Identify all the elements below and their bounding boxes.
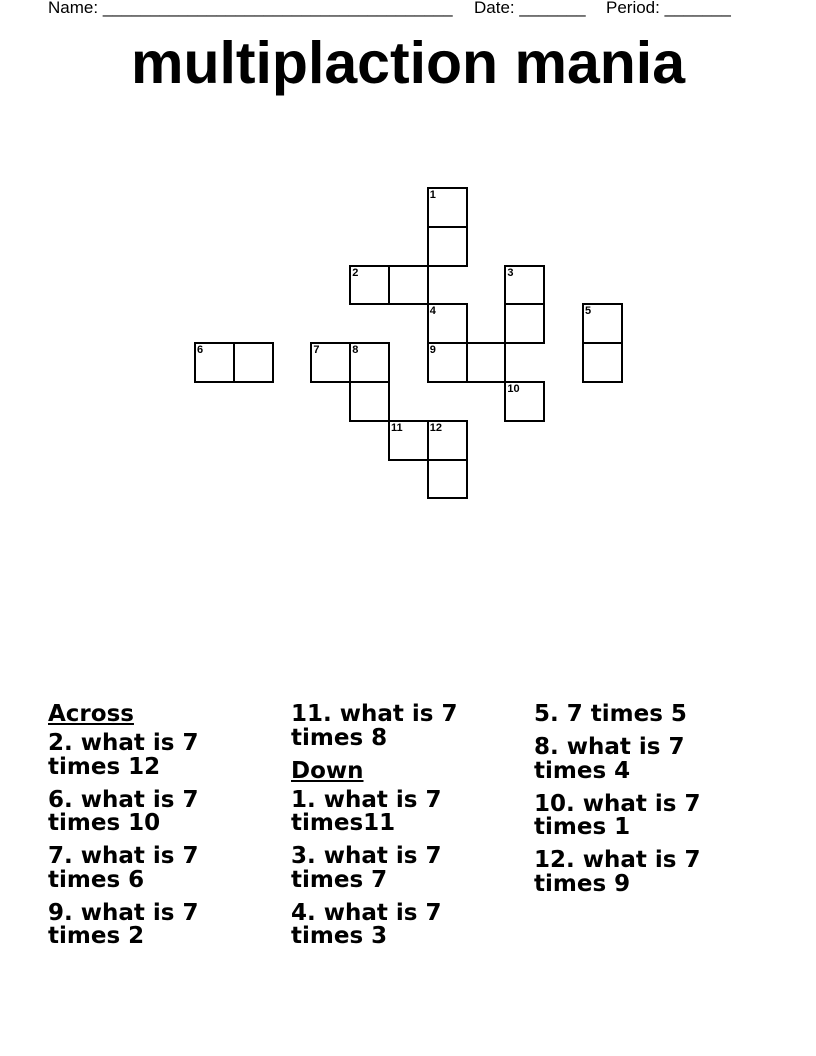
clue-text: what is 7 times 12 <box>48 730 199 780</box>
clue-down <box>291 899 501 949</box>
clue-text: what is 7 times 8 <box>291 701 458 751</box>
crossword-cell <box>349 342 390 383</box>
crossword-cell <box>427 226 468 267</box>
clue-down <box>534 790 744 840</box>
cell-number: 7 <box>313 344 320 357</box>
crossword-cell <box>427 187 468 228</box>
clue-number: 5. <box>534 701 559 727</box>
cell-number: 4 <box>429 305 436 318</box>
cell-number: 2 <box>352 266 359 279</box>
cell-number: 9 <box>429 344 436 357</box>
clue-across <box>48 786 258 836</box>
clue-text: what is 7 times 3 <box>291 899 442 949</box>
clue-number: 11. <box>291 701 332 727</box>
crossword-cell <box>427 342 468 383</box>
clue-column-1 <box>48 703 258 958</box>
crossword-cell <box>504 381 545 422</box>
cell-number: 1 <box>429 189 436 201</box>
clue-column-3 <box>534 703 744 906</box>
crossword-cell <box>388 420 429 461</box>
clue-number: 2. <box>48 730 73 756</box>
crossword-cell <box>427 420 468 461</box>
clue-number: 7. <box>48 843 73 869</box>
name-blank: _____________________________________ <box>102 0 453 17</box>
crossword-cell <box>427 459 468 500</box>
clue-text: what is 7 times 1 <box>534 790 701 840</box>
crossword-cell <box>504 303 545 344</box>
across-heading: Across <box>48 701 134 727</box>
cell-number: 3 <box>507 266 514 279</box>
clue-number: 9. <box>48 899 73 926</box>
down-heading: Down <box>291 757 364 784</box>
crossword-cell <box>388 265 429 306</box>
cell-number: 10 <box>507 383 520 395</box>
clue-number: 8. <box>534 734 559 760</box>
crossword-cell <box>233 342 274 383</box>
clue-number: 6. <box>48 786 73 813</box>
clue-text: what is 7 times 6 <box>48 843 199 893</box>
crossword-cell <box>427 303 468 344</box>
clue-across <box>48 899 258 949</box>
name-label: Name: <box>48 0 99 17</box>
date-label: Date: <box>474 0 515 17</box>
clue-number: 4. <box>291 899 316 926</box>
cell-number: 6 <box>197 344 204 357</box>
clue-text: what is 7 times11 <box>291 786 442 836</box>
clue-column-2 <box>291 703 501 958</box>
clue-across <box>48 732 258 779</box>
crossword-cell <box>582 303 623 344</box>
clue-text: what is 7 times 10 <box>48 786 199 836</box>
cell-number: 8 <box>352 344 359 357</box>
clue-text: 7 times 5 <box>566 701 687 727</box>
clue-number: 12. <box>534 847 575 873</box>
clue-number: 10. <box>534 790 575 817</box>
clue-down <box>291 845 501 892</box>
crossword-cell <box>194 342 235 383</box>
cell-number: 11 <box>391 421 403 434</box>
crossword-cell <box>349 381 390 422</box>
crossword-cell <box>466 342 507 383</box>
date-blank: _______ <box>519 0 586 17</box>
clue-number: 1. <box>291 786 316 813</box>
crossword-cell <box>310 342 351 383</box>
clue-text: what is 7 times 4 <box>534 734 685 784</box>
cell-number: 12 <box>429 421 443 434</box>
crossword-cell <box>582 342 623 383</box>
cell-number: 5 <box>585 305 592 318</box>
clue-number: 3. <box>291 843 316 869</box>
clue-across <box>291 703 501 750</box>
clue-down <box>534 736 744 783</box>
period-blank: _______ <box>664 0 731 17</box>
clue-down <box>534 703 744 727</box>
period-label: Period: <box>606 0 660 17</box>
crossword-cell <box>504 265 545 306</box>
clue-text: what is 7 times 7 <box>291 843 442 893</box>
clue-text: what is 7 times 2 <box>48 899 199 949</box>
clue-across <box>48 845 258 892</box>
clue-down <box>534 849 744 896</box>
puzzle-title: multiplaction mania <box>130 30 686 96</box>
clue-down <box>291 786 501 836</box>
crossword-cell <box>349 265 390 306</box>
clue-text: what is 7 times 9 <box>534 847 701 897</box>
